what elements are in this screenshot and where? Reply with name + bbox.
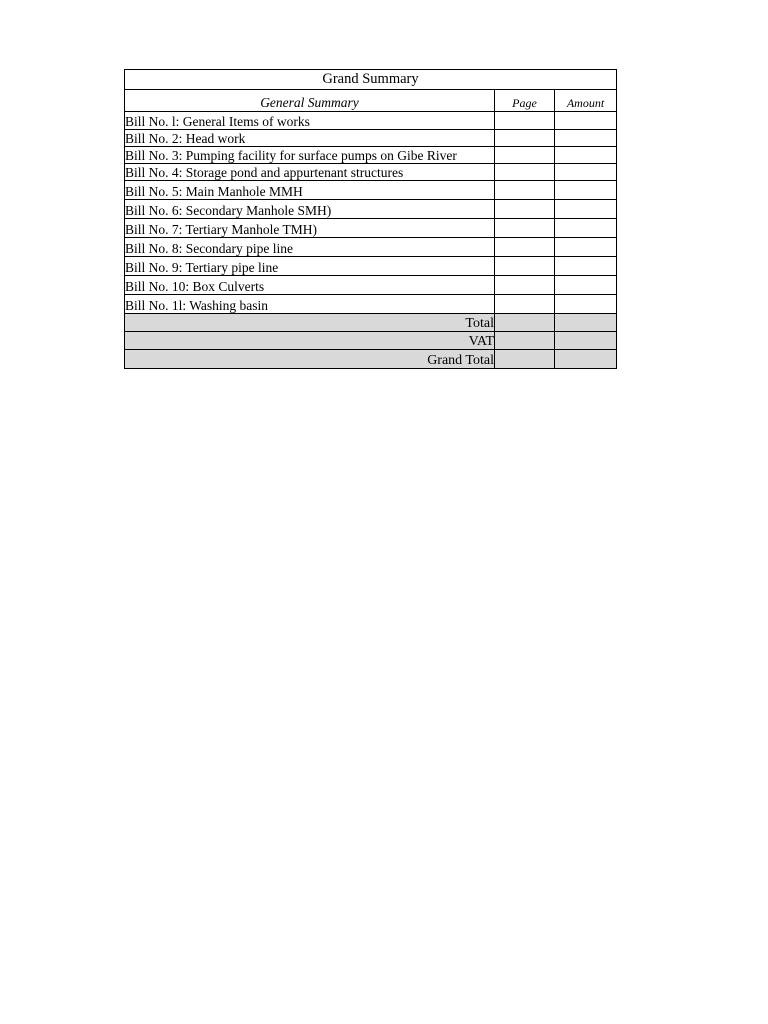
table-row: [125, 295, 617, 314]
bill-description: Bill No. 3: Pumping facility for surface pumps on Gibe River: [125, 147, 495, 164]
grand-summary-table: [124, 69, 617, 369]
bill-description: Bill No. 8: Secondary pipe line: [125, 238, 495, 257]
bill-description: Bill No. 6: Secondary Manhole SMH): [125, 200, 495, 219]
bill-amount-cell: [555, 130, 617, 147]
bill-amount-cell: [555, 147, 617, 164]
header-general-summary: General Summary: [125, 90, 495, 112]
header-page: Page: [495, 90, 555, 112]
grand-total-label: Grand Total: [125, 350, 495, 369]
bill-page-cell: [495, 238, 555, 257]
bill-description: Bill No. 2: Head work: [125, 130, 495, 147]
table-row: [125, 200, 617, 219]
total-row: [125, 314, 617, 332]
grand-total-amount-cell: [555, 350, 617, 369]
bill-amount-cell: [555, 164, 617, 181]
bill-amount-cell: [555, 295, 617, 314]
bill-page-cell: [495, 164, 555, 181]
table-row: [125, 238, 617, 257]
bill-description: Bill No. 10: Box Culverts: [125, 276, 495, 295]
grand-total-page-cell: [495, 350, 555, 369]
bill-description: Bill No. 7: Tertiary Manhole TMH): [125, 219, 495, 238]
table-row: [125, 130, 617, 147]
bill-page-cell: [495, 219, 555, 238]
bill-page-cell: [495, 295, 555, 314]
vat-amount-cell: [555, 332, 617, 350]
grand-summary-sheet: [124, 69, 616, 369]
total-label: Total: [125, 314, 495, 332]
bill-description: Bill No. 9: Tertiary pipe line: [125, 257, 495, 276]
bill-amount-cell: [555, 181, 617, 200]
bill-page-cell: [495, 276, 555, 295]
table-title: Grand Summary: [125, 70, 617, 90]
bill-amount-cell: [555, 200, 617, 219]
total-amount-cell: [555, 314, 617, 332]
vat-label: VAT: [125, 332, 495, 350]
bill-page-cell: [495, 181, 555, 200]
bill-page-cell: [495, 200, 555, 219]
header-amount: Amount: [555, 90, 617, 112]
bill-description: Bill No. 4: Storage pond and appurtenant structures: [125, 164, 495, 181]
bill-description: Bill No. 1l: Washing basin: [125, 295, 495, 314]
table-row: [125, 219, 617, 238]
table-row: [125, 147, 617, 164]
table-row: [125, 276, 617, 295]
title-row: [125, 70, 617, 90]
table-row: [125, 112, 617, 130]
vat-row: [125, 332, 617, 350]
table-row: [125, 181, 617, 200]
table-row: [125, 257, 617, 276]
total-page-cell: [495, 314, 555, 332]
bill-amount-cell: [555, 276, 617, 295]
bill-amount-cell: [555, 112, 617, 130]
bill-page-cell: [495, 130, 555, 147]
bill-page-cell: [495, 112, 555, 130]
bill-description: Bill No. 5: Main Manhole MMH: [125, 181, 495, 200]
vat-page-cell: [495, 332, 555, 350]
table-row: [125, 164, 617, 181]
grand-total-row: [125, 350, 617, 369]
bill-amount-cell: [555, 219, 617, 238]
bill-amount-cell: [555, 238, 617, 257]
header-row: [125, 90, 617, 112]
bill-description: Bill No. l: General Items of works: [125, 112, 495, 130]
bill-page-cell: [495, 147, 555, 164]
bill-amount-cell: [555, 257, 617, 276]
bill-page-cell: [495, 257, 555, 276]
